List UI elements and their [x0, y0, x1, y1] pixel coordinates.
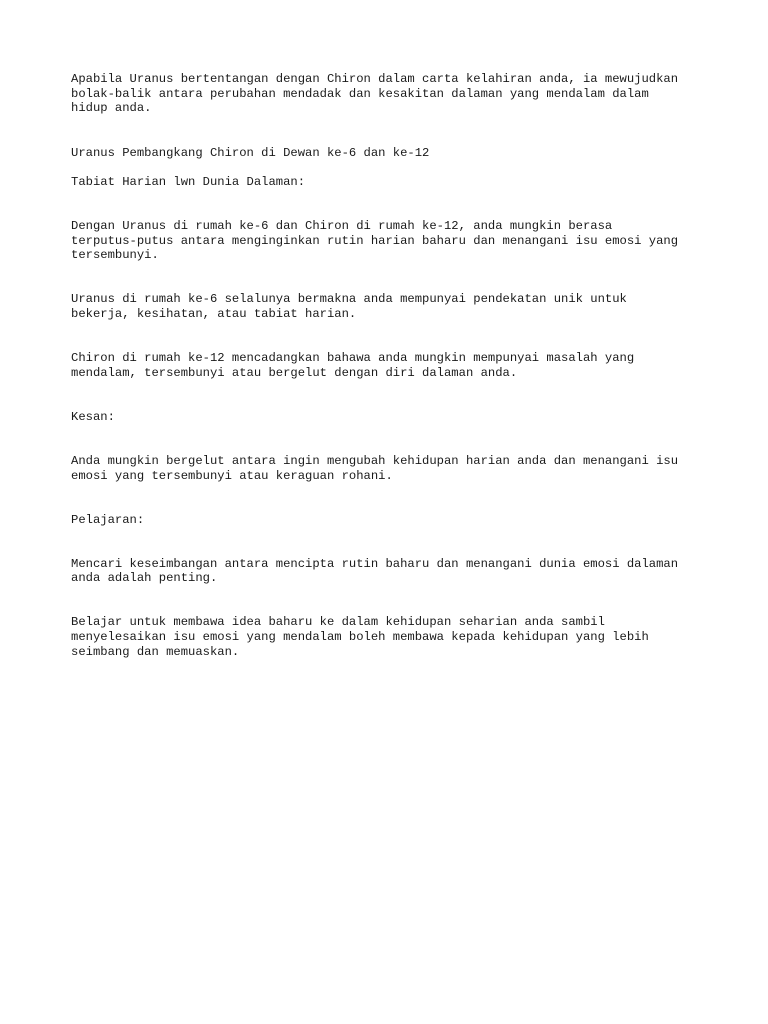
intro-line-3: hidup anda. [71, 101, 152, 115]
paragraph-6-line-2: menyelesaikan isu emosi yang mendalam boleh membawa kepada kehidupan yang lebih [71, 630, 649, 644]
section-heading: Uranus Pembangkang Chiron di Dewan ke-6 dan ke-12 [71, 146, 430, 160]
paragraph-1-line-2: terputus-putus antara menginginkan rutin harian baharu dan menangani isu emosi yang [71, 234, 679, 248]
subheading-habits: Tabiat Harian lwn Dunia Dalaman: [71, 175, 306, 189]
paragraph-4-line-1: Anda mungkin bergelut antara ingin mengubah kehidupan harian anda dan menangani isu [71, 454, 679, 468]
paragraph-6-line-3: seimbang dan memuaskan. [71, 645, 240, 659]
heading-effect: Kesan: [71, 410, 115, 424]
paragraph-1-line-1: Dengan Uranus di rumah ke-6 dan Chiron di rumah ke-12, anda mungkin berasa [71, 219, 613, 233]
paragraph-5-line-1: Mencari keseimbangan antara mencipta rutin baharu dan menangani dunia emosi dalaman [71, 557, 679, 571]
paragraph-4-line-2: emosi yang tersembunyi atau keraguan rohani. [71, 469, 393, 483]
intro-line-2: bolak-balik antara perubahan mendadak dan kesakitan dalaman yang mendalam dalam [71, 87, 649, 101]
paragraph-5-line-2: anda adalah penting. [71, 571, 218, 585]
paragraph-3-line-2: mendalam, tersembunyi atau bergelut dengan diri dalaman anda. [71, 366, 518, 380]
heading-lesson: Pelajaran: [71, 513, 145, 527]
paragraph-2-line-1: Uranus di rumah ke-6 selalunya bermakna anda mempunyai pendekatan unik untuk [71, 292, 627, 306]
intro-line-1: Apabila Uranus bertentangan dengan Chiron dalam carta kelahiran anda, ia mewujudkan [71, 72, 679, 86]
paragraph-3-line-1: Chiron di rumah ke-12 mencadangkan bahawa anda mungkin mempunyai masalah yang [71, 351, 635, 365]
paragraph-1-line-3: tersembunyi. [71, 248, 159, 262]
paragraph-2-line-2: bekerja, kesihatan, atau tabiat harian. [71, 307, 357, 321]
paragraph-6-line-1: Belajar untuk membawa idea baharu ke dalam kehidupan seharian anda sambil [71, 615, 605, 629]
